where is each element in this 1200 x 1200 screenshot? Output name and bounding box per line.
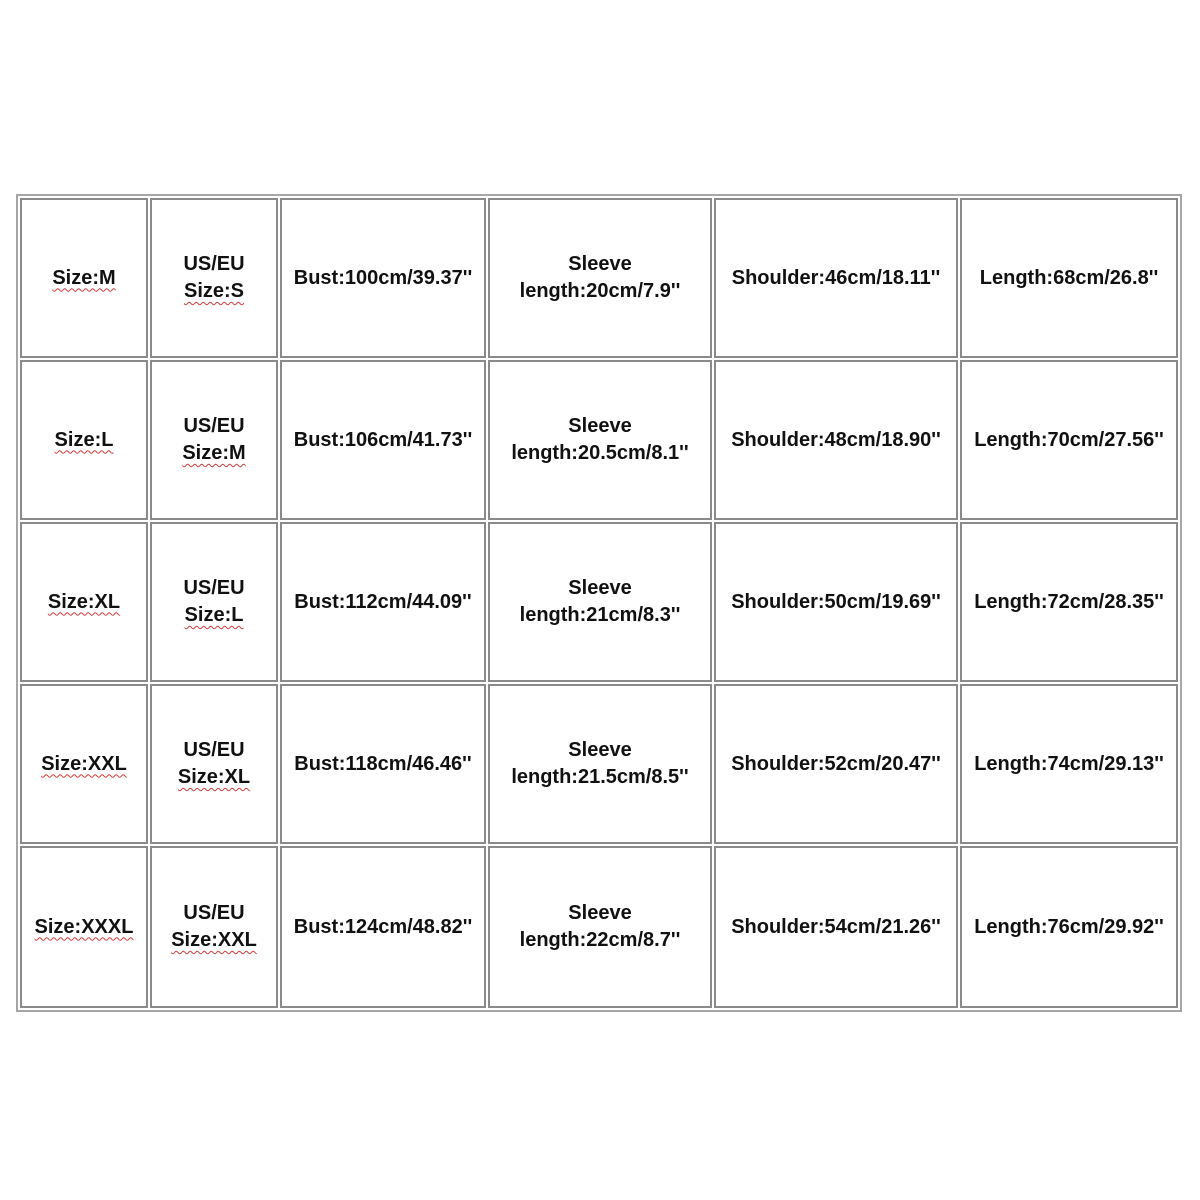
us-eu-label: US/EU xyxy=(183,253,245,275)
length-value: Length:72cm/28.35'' xyxy=(974,590,1164,613)
shoulder-cell xyxy=(714,684,958,844)
sleeve-length-cell xyxy=(488,684,712,844)
sleeve-label: Sleeve xyxy=(568,415,632,437)
size-cell xyxy=(20,684,148,844)
us-eu-size-value: Size:S xyxy=(183,280,245,302)
bust-value: Bust:124cm/48.82'' xyxy=(293,915,473,938)
shoulder-value: Shoulder:54cm/21.26'' xyxy=(731,915,941,938)
sleeve-length-value: length:20.5cm/8.1'' xyxy=(511,442,689,464)
sleeve-length-value: length:22cm/8.7'' xyxy=(519,929,681,951)
us-eu-label: US/EU xyxy=(183,577,245,599)
sleeve-label: Sleeve xyxy=(568,577,632,599)
sleeve-length-value: length:21cm/8.3'' xyxy=(519,604,681,626)
sleeve-length-value: length:21.5cm/8.5'' xyxy=(511,766,689,788)
length-cell xyxy=(960,846,1178,1008)
size-cell xyxy=(20,846,148,1008)
length-cell xyxy=(960,360,1178,520)
us-eu-size-value: Size:M xyxy=(182,442,246,464)
shoulder-value: Shoulder:48cm/18.90'' xyxy=(731,428,941,451)
bust-cell xyxy=(280,684,486,844)
size-cell xyxy=(20,198,148,358)
bust-value: Bust:106cm/41.73'' xyxy=(293,428,473,451)
sleeve-label: Sleeve xyxy=(568,902,632,924)
shoulder-cell xyxy=(714,846,958,1008)
length-value: Length:68cm/26.8'' xyxy=(979,266,1159,289)
sleeve-length-cell xyxy=(488,360,712,520)
bust-cell xyxy=(280,198,486,358)
length-cell xyxy=(960,198,1178,358)
size-cell xyxy=(20,522,148,682)
size-label: Size:L xyxy=(54,428,114,451)
us-eu-label: US/EU xyxy=(183,415,245,437)
length-cell xyxy=(960,684,1178,844)
us-eu-size-value: Size:XXL xyxy=(171,929,257,951)
sleeve-length-cell xyxy=(488,846,712,1008)
us-eu-label: US/EU xyxy=(183,739,245,761)
us-eu-size-value: Size:XL xyxy=(177,766,251,788)
bust-cell xyxy=(280,360,486,520)
us-eu-size-cell xyxy=(150,198,278,358)
bust-cell xyxy=(280,846,486,1008)
sleeve-label: Sleeve xyxy=(568,739,632,761)
us-eu-size-cell xyxy=(150,684,278,844)
bust-value: Bust:100cm/39.37'' xyxy=(293,266,473,289)
bust-cell xyxy=(280,522,486,682)
size-label: Size:XL xyxy=(47,590,121,613)
size-label: Size:XXXL xyxy=(34,915,134,938)
bust-value: Bust:118cm/46.46'' xyxy=(294,752,472,775)
size-chart-table xyxy=(16,194,1182,1012)
sleeve-label: Sleeve xyxy=(568,253,632,275)
shoulder-cell xyxy=(714,198,958,358)
shoulder-cell xyxy=(714,360,958,520)
length-value: Length:70cm/27.56'' xyxy=(974,428,1164,451)
sleeve-length-cell xyxy=(488,198,712,358)
length-value: Length:74cm/29.13'' xyxy=(974,752,1164,775)
length-value: Length:76cm/29.92'' xyxy=(974,915,1164,938)
us-eu-size-cell xyxy=(150,522,278,682)
bust-value: Bust:112cm/44.09'' xyxy=(294,590,472,613)
us-eu-label: US/EU xyxy=(183,902,245,924)
us-eu-size-cell xyxy=(150,846,278,1008)
size-label: Size:XXL xyxy=(41,752,127,775)
shoulder-value: Shoulder:52cm/20.47'' xyxy=(731,752,941,775)
shoulder-value: Shoulder:46cm/18.11'' xyxy=(731,266,941,289)
size-cell xyxy=(20,360,148,520)
us-eu-size-value: Size:L xyxy=(184,604,244,626)
us-eu-size-cell xyxy=(150,360,278,520)
sleeve-length-value: length:20cm/7.9'' xyxy=(519,280,681,302)
sleeve-length-cell xyxy=(488,522,712,682)
shoulder-value: Shoulder:50cm/19.69'' xyxy=(731,590,941,613)
length-cell xyxy=(960,522,1178,682)
shoulder-cell xyxy=(714,522,958,682)
size-label: Size:M xyxy=(52,266,116,289)
